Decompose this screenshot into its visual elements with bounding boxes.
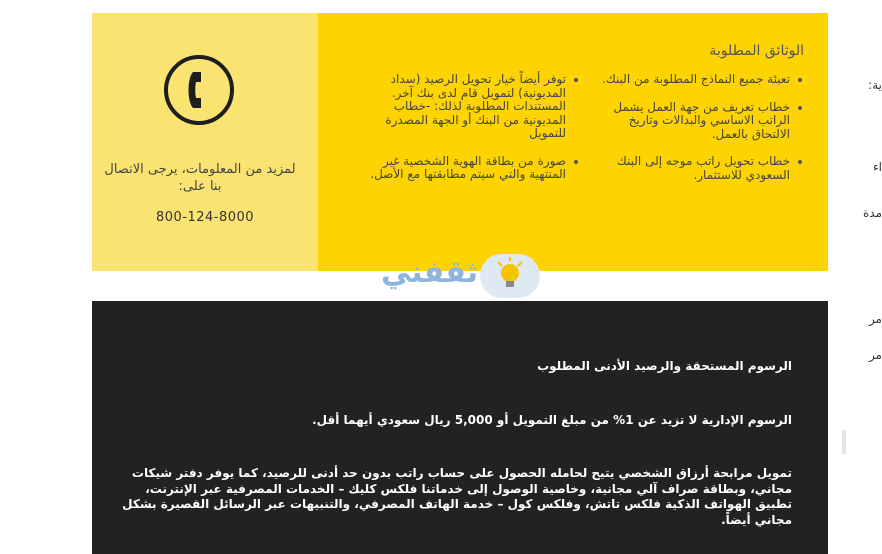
- list-item: صورة من بطاقة الهوية الشخصية غير المنتهية والتي سيتم مطابقتها مع الأصل.: [366, 155, 566, 182]
- phone-icon: [164, 55, 234, 125]
- contact-text: لمزيد من المعلومات، يرجى الاتصال بنا على:: [104, 162, 296, 194]
- documents-list-left: [366, 73, 580, 196]
- site-logo: [340, 248, 540, 308]
- lightbulb-icon: [480, 254, 540, 298]
- list-item: خطاب تعريف من جهة العمل يشمل الراتب الاساسي والبدالات وتاريخ الالتحاق بالعمل.: [598, 101, 790, 142]
- phone-number[interactable]: 800-124-8000: [155, 210, 255, 225]
- logo-text: ثقفني: [380, 255, 478, 290]
- info-card: [92, 13, 828, 271]
- fees-panel: [92, 301, 828, 554]
- list-item: توفر أيضاً خيار تحويل الرصيد (سداد المديونية) لتمويل قام لدى بنك آخر. المستندات المطلوبة لذلك: -خطاب المديونية من البنك أو الجهة المصدرة للتمويل: [366, 73, 566, 141]
- admin-fee-text: الرسوم الإدارية لا تزيد عن 1% من مبلغ التمويل أو 5,000 ريال سعودي أيهما أقل.: [312, 413, 792, 427]
- fees-heading: الرسوم المستحقة والرصيد الأدنى المطلوب: [537, 359, 792, 373]
- scroll-indicator[interactable]: [842, 430, 846, 454]
- side-text-fragment: مر: [868, 348, 882, 362]
- side-text-fragment: ية:: [868, 78, 882, 92]
- documents-panel: [318, 13, 828, 271]
- list-item: خطاب تحويل راتب موجه إلى البنك السعودي للاستثمار.: [598, 155, 790, 182]
- side-text-fragment: مدة: [862, 206, 882, 220]
- side-text-fragment: مر: [868, 312, 882, 326]
- documents-list-right: [598, 73, 804, 196]
- fees-description: تمويل مرابحة أرزاق الشخصي يتيح لحامله الحصول على حساب راتب بدون حد أدنى للرصيد، كما يوفر دفتر شيكات مجاني، وبطاقة صراف آلي مجانية، وخاصية الوصول إلى خدماتنا فلكس كليك – الخدمات المصرفية عبر الإنترنت، تطبيق الهواتف الذكية فلكس تاتش، وفلكس كول – خدمة الهاتف المصرفي، والتنبيهات عبر الرسائل القصيرة بشكل مجاني أيضاً.: [122, 466, 792, 527]
- side-text-fragment: اء: [873, 160, 882, 174]
- documents-title: الوثائق المطلوبة: [709, 43, 804, 59]
- list-item: تعبئة جميع النماذج المطلوبة من البنك.: [598, 73, 790, 87]
- contact-panel: [92, 13, 318, 271]
